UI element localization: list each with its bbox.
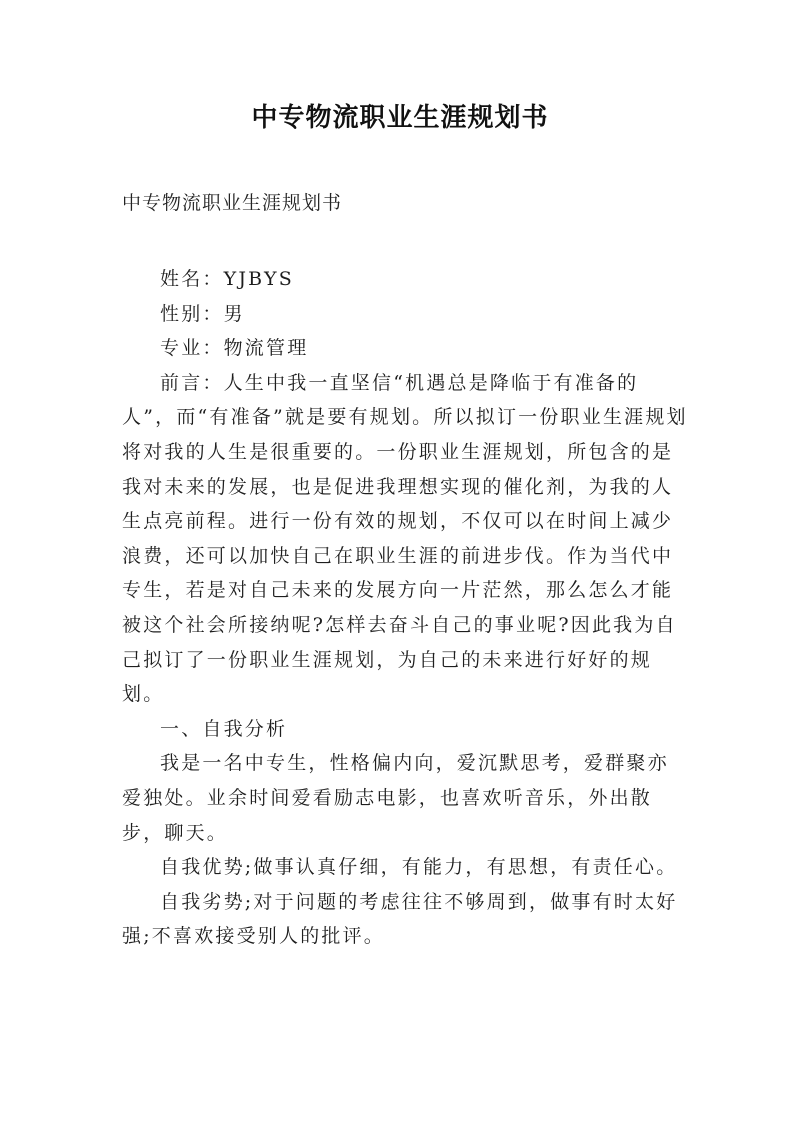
document-title: 中专物流职业生涯规划书 bbox=[251, 103, 549, 133]
document-body bbox=[122, 262, 688, 954]
major-line: 专业：物流管理 bbox=[160, 337, 309, 360]
preface-paragraph: 前言：人生中我一直坚信“机遇总是降临于有准备的人”，而“有准备”就是要有规划。所以拟订一份职业生涯规划将对我的人生是很重要的。一份职业生涯规划，所包含的是我对未来的发展，也是促进我理想实现的催化剂，为我的人生点亮前程。进行一份有效的规划，不仅可以在时间上减少浪费，还可以加快自己在职业生涯的前进步伐。作为当代中专生，若是对自己未来的发展方向一片茫然，那么怎么才能被这个社会所接纳呢?怎样去奋斗自己的事业呢?因此我为自己拟订了一份职业生涯规划，为自己的未来进行好好的规划。 bbox=[122, 371, 688, 706]
gender-line: 性别：男 bbox=[160, 302, 245, 325]
section-heading-self-analysis: 一、自我分析 bbox=[160, 717, 288, 740]
name-line: 姓名：YJBYS bbox=[160, 268, 294, 290]
document-subtitle: 中专物流职业生涯规划书 bbox=[122, 192, 343, 214]
strengths-paragraph: 自我优势;做事认真仔细，有能力，有思想，有责任心。 bbox=[160, 856, 678, 879]
self-description-paragraph: 我是一名中专生，性格偏内向，爱沉默思考，爱群聚亦爱独处。业余时间爱看励志电影，也喜欢听音乐，外出散步，聊天。 bbox=[122, 752, 669, 844]
weaknesses-paragraph: 自我劣势;对于问题的考虑往往不够周到，做事有时太好强;不喜欢接受别人的批评。 bbox=[122, 890, 678, 948]
